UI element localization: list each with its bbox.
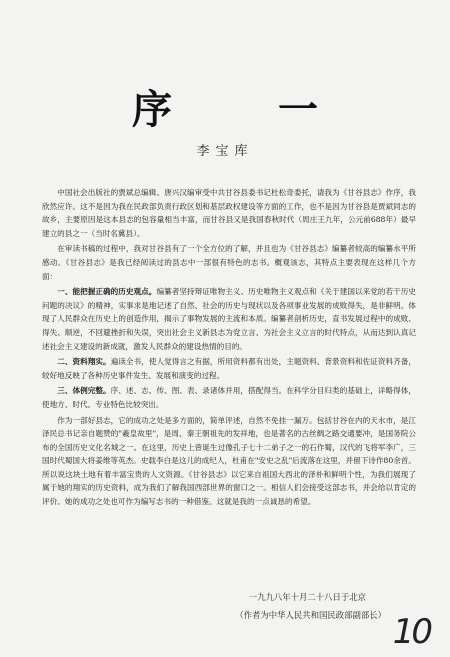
- section-heading: 一、能把握正确的历史观点。: [57, 287, 157, 297]
- section-heading: 三、体例完整。: [57, 386, 111, 396]
- author-name: 李宝库: [196, 144, 254, 159]
- paragraph: [42, 355, 416, 382]
- paragraph: [42, 242, 416, 283]
- preface-body: [42, 186, 416, 511]
- paragraph-text: 序、述、志、传、图、表、录诸体并用，搭配得当。在科学分目归类的基础上，详略得体，使地方、时代、专业特色比较突出。: [42, 386, 417, 409]
- paragraph: [42, 414, 416, 509]
- date-line: 一九九八年十月二十八日于北京: [248, 592, 366, 602]
- paragraph-text: 作为一部好县志，它的成功之处是多方面的，简单评述，自然不免挂一漏万。包括甘谷在内的天水市，是江泽民总书记亲自题赞的"羲皇故里"，是周、秦王朝祖先的发祥地，也是著名的古丝绸之路交通要冲，是国务院公布的全国历史文化名城之一。在这里，历史上曾诞生过像孔子七十二弟子之一的石作蜀，汉代的飞将军李广，三国时代蜀国大将姜维等英杰。史载李白是这儿的成纪人，杜甫在"安史之乱"后流落在这里，并留下诗作80余首。所以说这块土地有着丰富宝贵的人文资源。《甘谷县志》以它来自祖国大西北的泽朴和鲜明个性，为我们展现了属于她的翔实的历史资料，成为我们了解我国西部世界的窗口之一。相信人们会接受这部志书，并会给以肯定的评价。她的成功之处也可作为编写志书的一种借鉴。这就是我的一点诚恳的希望。: [42, 415, 416, 507]
- author-note: （作者为中华人民共和国民政部副部长）: [235, 610, 386, 620]
- paragraph-text: 编纂者坚持辩证唯物主义、历史唯物主义观点和《关于建国以来党的若干历史问题的决议》的精神，实事求是地记述了自然、社会的历史与现状以及各项事业发展的成败得失，是非鲜明。体现了人民群众在历史上的创造作用，揭示了事物发展的主流和本质。编纂者剖析历史，直书发展过程中的成败、得失、顺逆，不回避挫折和失误，突出社会主义新县志为党立言、为社会主义立言的时代特点，从而达到认真记述社会主义建设的新成就，激发人民群众的建设热情的目的。: [42, 287, 417, 351]
- section-heading: 二、资料翔实。: [57, 357, 111, 367]
- paragraph-text: 遍读全书，使人觉得言之有据，所用资料都有出处，主题资料、背景资料和佐证资料齐备，较好地反映了各种历史事件发生、发展和演变的过程。: [42, 357, 417, 380]
- paragraph: [42, 384, 416, 411]
- paragraph-text: 在审读书稿的过程中，我对甘谷县有了一个全方位的了解，并且也为《甘谷县志》编纂者较高的编纂水平所感动。《甘谷县志》是我已经阅读过的县志中一部很有特色的志书。概观该志，其特点主要表现在这样几个方面：: [42, 244, 416, 281]
- paragraph: [42, 186, 416, 240]
- paragraph-text: 中国社会出版社的贾斌总编辑、唐兴汉编审受中共甘谷县委书记杜松奇委托，请我为《甘谷县志》作序，我欣然应许。这不是因为我在民政部负责行政区划和基层政权建设等方面的工作，也不是因为甘谷县是贾斌同志的故乡，主要原因是这本县志的包容量相当丰富，而甘谷县又是我国春秋时代（周庄王九年，公元前688年）最早建立的县之一（当时名冀县）。: [42, 188, 416, 238]
- handwritten-page-number: 10: [392, 612, 430, 652]
- page-title: 序 一: [132, 86, 364, 133]
- paragraph: [42, 285, 416, 353]
